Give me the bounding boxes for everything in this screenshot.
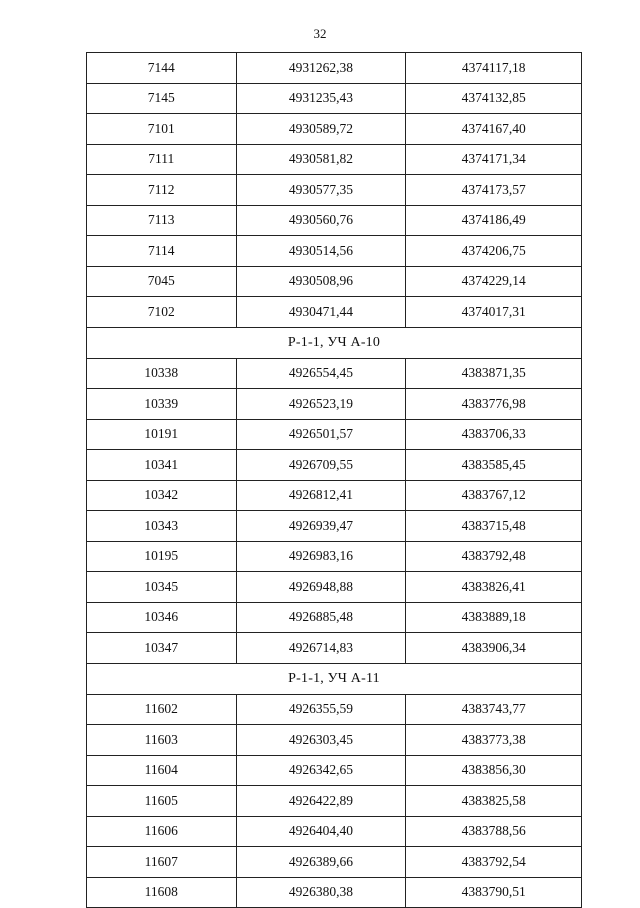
x-coordinate-cell: 4930508,96 xyxy=(236,266,406,297)
x-coordinate-cell: 4926983,16 xyxy=(236,541,406,572)
y-coordinate-cell: 4383889,18 xyxy=(406,602,582,633)
point-number-cell: 10341 xyxy=(87,450,237,481)
x-coordinate-cell: 4931262,38 xyxy=(236,53,406,84)
point-number-cell: 11602 xyxy=(87,694,237,725)
point-number-cell: 7112 xyxy=(87,175,237,206)
x-coordinate-cell: 4926948,88 xyxy=(236,572,406,603)
x-coordinate-cell: 4926554,45 xyxy=(236,358,406,389)
point-number-cell: 11603 xyxy=(87,725,237,756)
y-coordinate-cell: 4383706,33 xyxy=(406,419,582,450)
coordinates-table xyxy=(86,52,582,908)
x-coordinate-cell: 4926709,55 xyxy=(236,450,406,481)
x-coordinate-cell: 4930514,56 xyxy=(236,236,406,267)
y-coordinate-cell: 4383585,45 xyxy=(406,450,582,481)
x-coordinate-cell: 4926342,65 xyxy=(236,755,406,786)
point-number-cell: 7114 xyxy=(87,236,237,267)
point-number-cell: 11607 xyxy=(87,847,237,878)
point-number-cell: 7113 xyxy=(87,205,237,236)
y-coordinate-cell: 4374173,57 xyxy=(406,175,582,206)
table-row xyxy=(87,572,582,603)
x-coordinate-cell: 4930581,82 xyxy=(236,144,406,175)
y-coordinate-cell: 4383743,77 xyxy=(406,694,582,725)
table-row xyxy=(87,205,582,236)
coordinates-table-body xyxy=(87,53,582,908)
y-coordinate-cell: 4383826,41 xyxy=(406,572,582,603)
point-number-cell: 7102 xyxy=(87,297,237,328)
section-heading-row xyxy=(87,663,582,694)
y-coordinate-cell: 4383715,48 xyxy=(406,511,582,542)
y-coordinate-cell: 4383906,34 xyxy=(406,633,582,664)
table-row xyxy=(87,786,582,817)
point-number-cell: 7101 xyxy=(87,114,237,145)
y-coordinate-cell: 4383776,98 xyxy=(406,389,582,420)
x-coordinate-cell: 4930589,72 xyxy=(236,114,406,145)
y-coordinate-cell: 4374206,75 xyxy=(406,236,582,267)
table-row xyxy=(87,144,582,175)
y-coordinate-cell: 4383788,56 xyxy=(406,816,582,847)
y-coordinate-cell: 4383792,48 xyxy=(406,541,582,572)
table-row xyxy=(87,358,582,389)
y-coordinate-cell: 4383767,12 xyxy=(406,480,582,511)
y-coordinate-cell: 4374186,49 xyxy=(406,205,582,236)
x-coordinate-cell: 4930560,76 xyxy=(236,205,406,236)
table-row xyxy=(87,633,582,664)
table-row xyxy=(87,694,582,725)
table-row xyxy=(87,725,582,756)
point-number-cell: 7045 xyxy=(87,266,237,297)
y-coordinate-cell: 4383773,38 xyxy=(406,725,582,756)
y-coordinate-cell: 4383790,51 xyxy=(406,877,582,908)
y-coordinate-cell: 4383856,30 xyxy=(406,755,582,786)
x-coordinate-cell: 4930577,35 xyxy=(236,175,406,206)
table-row xyxy=(87,236,582,267)
y-coordinate-cell: 4374167,40 xyxy=(406,114,582,145)
table-row xyxy=(87,83,582,114)
point-number-cell: 10338 xyxy=(87,358,237,389)
point-number-cell: 11605 xyxy=(87,786,237,817)
point-number-cell: 11608 xyxy=(87,877,237,908)
point-number-cell: 10346 xyxy=(87,602,237,633)
x-coordinate-cell: 4926380,38 xyxy=(236,877,406,908)
point-number-cell: 10342 xyxy=(87,480,237,511)
x-coordinate-cell: 4930471,44 xyxy=(236,297,406,328)
table-row xyxy=(87,389,582,420)
table-row xyxy=(87,877,582,908)
point-number-cell: 11604 xyxy=(87,755,237,786)
table-row xyxy=(87,755,582,786)
point-number-cell: 10339 xyxy=(87,389,237,420)
table-row xyxy=(87,175,582,206)
table-row xyxy=(87,511,582,542)
y-coordinate-cell: 4374132,85 xyxy=(406,83,582,114)
x-coordinate-cell: 4926812,41 xyxy=(236,480,406,511)
section-heading: Р-1-1, УЧ А-10 xyxy=(87,327,582,358)
x-coordinate-cell: 4926714,83 xyxy=(236,633,406,664)
table-row xyxy=(87,480,582,511)
table-row xyxy=(87,541,582,572)
section-heading-row xyxy=(87,327,582,358)
x-coordinate-cell: 4926389,66 xyxy=(236,847,406,878)
x-coordinate-cell: 4926422,89 xyxy=(236,786,406,817)
table-row xyxy=(87,816,582,847)
table-row xyxy=(87,602,582,633)
table-row xyxy=(87,266,582,297)
y-coordinate-cell: 4374171,34 xyxy=(406,144,582,175)
x-coordinate-cell: 4926303,45 xyxy=(236,725,406,756)
point-number-cell: 10345 xyxy=(87,572,237,603)
y-coordinate-cell: 4383825,58 xyxy=(406,786,582,817)
y-coordinate-cell: 4383792,54 xyxy=(406,847,582,878)
table-row xyxy=(87,847,582,878)
x-coordinate-cell: 4926404,40 xyxy=(236,816,406,847)
y-coordinate-cell: 4374117,18 xyxy=(406,53,582,84)
section-heading: Р-1-1, УЧ А-11 xyxy=(87,663,582,694)
table-row xyxy=(87,114,582,145)
x-coordinate-cell: 4926523,19 xyxy=(236,389,406,420)
table-row xyxy=(87,450,582,481)
y-coordinate-cell: 4383871,35 xyxy=(406,358,582,389)
x-coordinate-cell: 4931235,43 xyxy=(236,83,406,114)
x-coordinate-cell: 4926885,48 xyxy=(236,602,406,633)
table-row xyxy=(87,297,582,328)
table-row xyxy=(87,419,582,450)
point-number-cell: 7145 xyxy=(87,83,237,114)
x-coordinate-cell: 4926355,59 xyxy=(236,694,406,725)
point-number-cell: 10347 xyxy=(87,633,237,664)
point-number-cell: 7111 xyxy=(87,144,237,175)
page-number: 32 xyxy=(313,26,327,41)
table-row xyxy=(87,53,582,84)
point-number-cell: 10343 xyxy=(87,511,237,542)
x-coordinate-cell: 4926501,57 xyxy=(236,419,406,450)
point-number-cell: 11606 xyxy=(87,816,237,847)
y-coordinate-cell: 4374229,14 xyxy=(406,266,582,297)
point-number-cell: 7144 xyxy=(87,53,237,84)
point-number-cell: 10191 xyxy=(87,419,237,450)
y-coordinate-cell: 4374017,31 xyxy=(406,297,582,328)
point-number-cell: 10195 xyxy=(87,541,237,572)
x-coordinate-cell: 4926939,47 xyxy=(236,511,406,542)
